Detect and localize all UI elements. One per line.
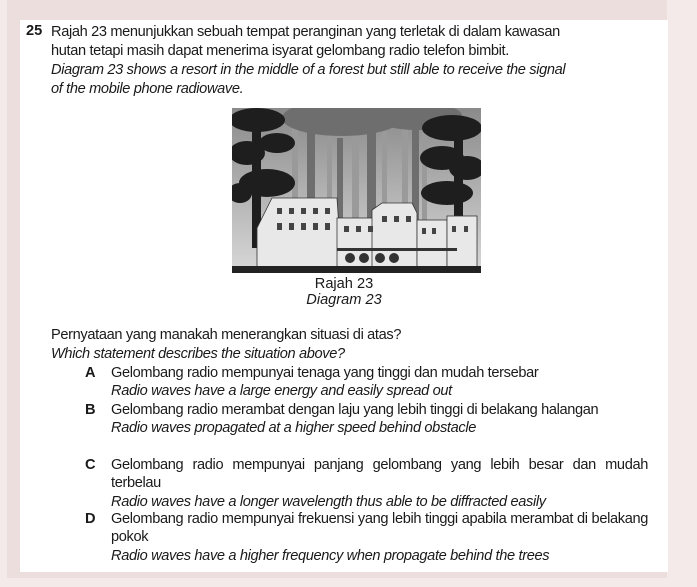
option-text-en: Radio waves have a longer wavelength thus able to be diffracted easily (111, 493, 546, 510)
stem-ms-line: hutan tetapi masih dapat menerima isyarat gelombang radio telefon bimbit. (51, 43, 509, 59)
option-letter: A (85, 365, 96, 381)
option-letter: B (85, 402, 96, 418)
stem-en-line: of the mobile phone radiowave. (51, 81, 244, 97)
figure-caption-en: Diagram 23 (306, 292, 382, 308)
option-letter: D (85, 511, 96, 527)
option-text-ms: Gelombang radio mempunyai panjang gelombang yang lebih besar dan mudah terbelau (111, 457, 648, 492)
option-text-ms: Gelombang radio mempunyai tenaga yang tinggi dan mudah tersebar (111, 365, 539, 381)
question-stem (51, 23, 648, 99)
option-d[interactable] (85, 510, 648, 565)
option-text-ms: Gelombang radio merambat dengan laju yang lebih tinggi di belakang halangan (111, 402, 599, 418)
question-sheet (20, 20, 668, 572)
question-number: 25 (26, 23, 43, 39)
prompt-en: Which statement describes the situation above? (51, 346, 345, 362)
option-text-ms: Gelombang radio mempunyai frekuensi yang lebih tinggi apabila merambat di belakang pokok (111, 511, 648, 546)
stem-ms-line: Rajah 23 menunjukkan sebuah tempat peranginan yang terletak di dalam kawasan (51, 24, 560, 40)
option-a[interactable] (85, 364, 648, 401)
option-text-en: Radio waves have a large energy and easily spread out (111, 383, 452, 400)
option-text-en: Radio waves propagated at a higher speed behind obstacle (111, 420, 476, 437)
figure-caption-ms: Rajah 23 (314, 276, 374, 292)
option-letter: C (85, 457, 96, 473)
page-frame (7, 0, 667, 578)
resort-forest-image (232, 108, 481, 273)
option-c[interactable] (85, 456, 648, 511)
stem-en-line: Diagram 23 shows a resort in the middle of a forest but still able to receive the signal (51, 62, 566, 78)
prompt-ms: Pernyataan yang manakah menerangkan situasi di atas? (51, 327, 402, 343)
option-b[interactable] (85, 401, 648, 438)
option-text-en: Radio waves have a higher frequency when propagate behind the trees (111, 547, 550, 564)
question-prompt (51, 326, 401, 364)
